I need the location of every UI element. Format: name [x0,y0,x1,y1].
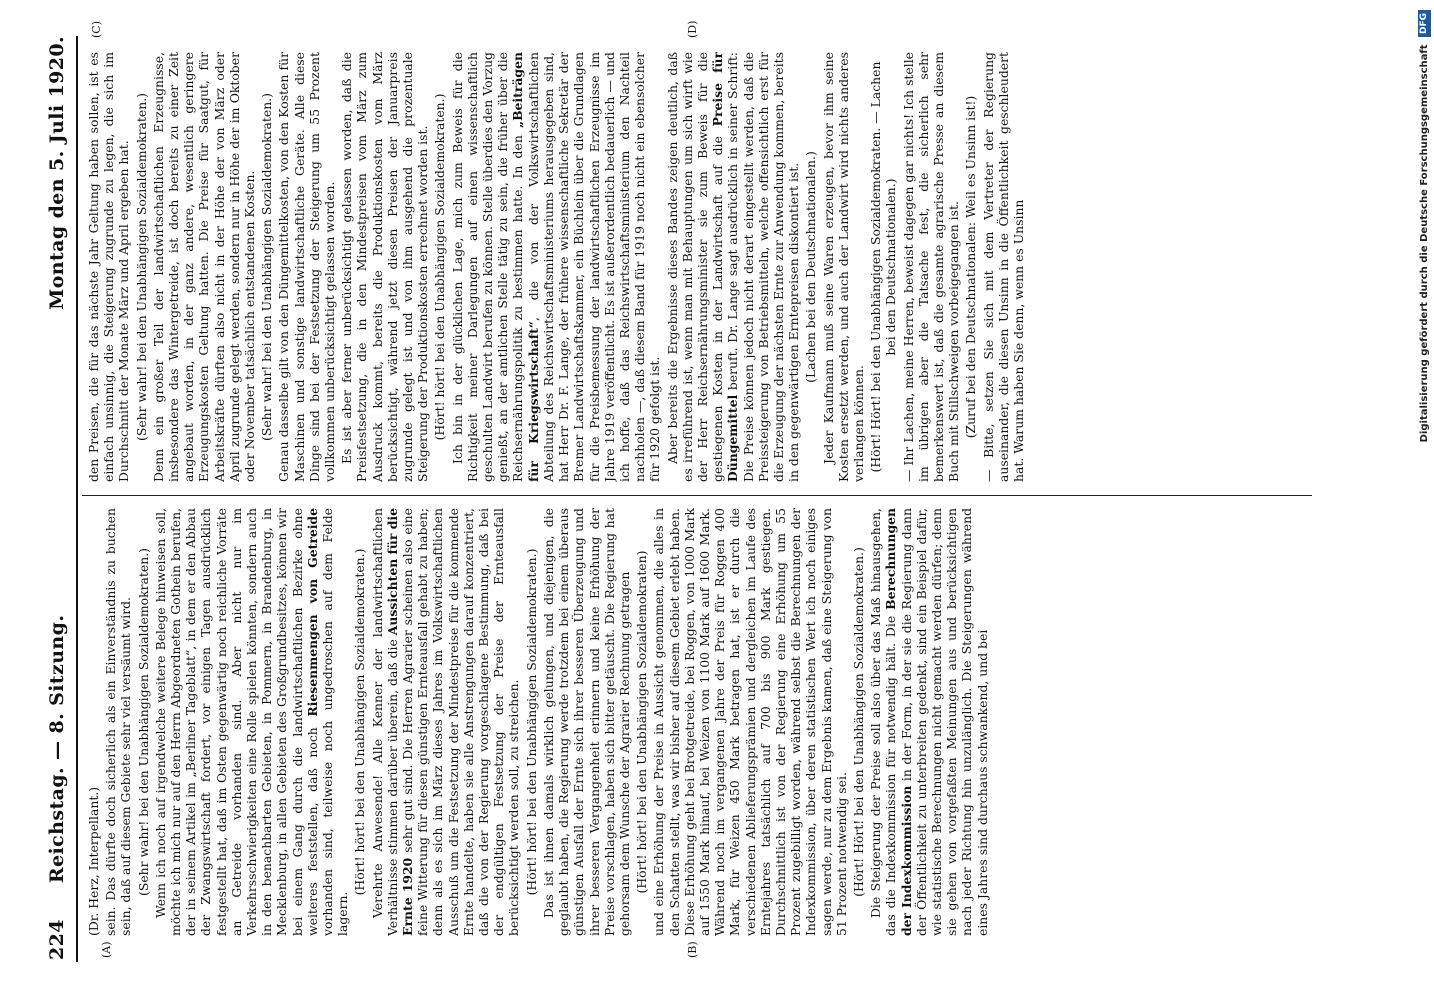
paragraph: — Ihr Lachen, meine Herren, beweist dagegen gar nichts! Ich stelle im übrigen aber die Tatsache fest, die sicherlich sehr bemerkenswert ist, daß die gesamte agrarische Presse an diesem Buch mit Stillschweigen vorbeigegangen ist. [900,52,962,482]
speaker-note: (Dr. Herz, Interpellant.) [86,786,101,936]
credit-text [1410,0,1434,1000]
interjection: (Sehr wahr! bei den Unabhängigen Sozialdemokraten.) [259,93,275,441]
bold-text: Riesenmengen von Getreide [304,508,320,717]
paragraph: Das ist ihnen damals wirklich gelungen, und diejenigen, die geglaubt haben, die Regierung werde trotzdem bei einem überaus günstigen Ausfall der Ernte sich ihrer besseren Überzeugung und ihrer besseren Vergangenheit erinnern und keine Erhöhung der Preise vorschlagen, haben sich bitter getäuscht. Die Regierung hat gehorsam dem Wunsche der Agrarier Rechnung getragen [540,508,632,936]
interjection: (Hört! hört! bei den Unabhängigen Sozialdemokraten.) [432,93,448,441]
page-number: 224 [46,919,68,960]
text: beruft. Dr. Lange sagt ausdrücklich in seiner Schrift: Die Preise können jedoch nicht derart eingestellt werden, daß die Preissteigerung von Betriebsmitteln, welche offensichtlich erst für die Erzeugung der nächsten Ernte zur Anwendung kommen, bereits in den gegenwärtigen Erntepreisen diskontiert ist. [725,52,802,482]
paragraph [370,508,522,936]
paragraph: Genau dasselbe gilt von den Düngemittelkosten, von den Kosten für Maschinen und sonstige landwirtschaftliche Geräte. Alle diese Dinge sind bei der Festsetzung der Steigerung um 55 Prozent vollkommen unberücksichtigt gelassen worden. [276,52,338,482]
page-header [40,36,74,960]
bold-text: „Beiträgen für Kriegswirtschaft“ [510,52,541,482]
header-rule [76,36,78,962]
text: Wenn ich noch auf irgendwelche weitere Belege hinweisen soll, möchte ich mich nur auf den Herrn Abgeordneten Gothein berufen, der in seinem Artikel im „Berliner Tageblatt“, in dem er den Abbau der Zwangswirtschaft fordert, vor einigen Tagen ausdrücklich festgestellt hat, daß im Osten gegenwärtig noch reichliche Vorräte an Getreide vorhanden sind. Aber nicht nur im Verkehrsschwierigkeiten eine Rolle spielen könnten, sondern auch in den benachbarten Gebieten, in Pommern, in Brandenburg, in Mecklenburg, in allen Gebieten des Großgrundbesitzes, können wir bei einem Gang durch die landwirtschaftlichen Bezirke ohne weiteres feststellen, daß noch [152,508,320,936]
bold-text: Berechnungen der Indexkommission [883,508,914,936]
paragraph [868,508,990,936]
digitization-credit [1404,0,1434,1000]
margin-marker-b: (B) [686,941,699,958]
paragraph: sein. Das dürfte doch sicherlich als ein Einverständnis zu buchen sein, daß auf diesem Gebiete sehr viel versäumt wird. [103,508,134,936]
paragraph: den Preisen, die für das nächste Jahr Geltung haben sollen, ist es einfach unsinnig, die Steigerung zugrunde zu legen, die sich im Durchschnitt der Monate März und April ergeben hat. [86,52,132,482]
bold-text: Preise für Düngemittel [710,52,741,482]
paragraph [665,52,802,482]
text: Verehrte Anwesende! Alle Kenner der landwirtschaftlichen Verhältnisse stimmen darüber überein, daß die [369,508,400,936]
header-right-title: Montag den 5. Juli 1920. [46,36,68,310]
paragraph: und eine Erhöhung der Preise in Aussicht genommen, die alles in den Schatten stellt, was wir bisher auf diesem Gebiet erlebt haben. Diese Erhöhung geht bei Brotgetreide, bei Roggen, von 1000 Mark auf 1550 Mark hinauf, bei Weizen von 1100 Mark auf 1600 Mark. Während noch im vergangenen Jahre der Preis für Roggen 400 Mark, für Weizen 450 Mark betragen hat, ist er durch die verschiedenen Ablieferungsprämien und dergleichen im Laufe des Erntejahres tatsächlich auf 700 bis 900 Mark gestiegen. Durchschnittlich ist von der Regierung eine Erhöhung um 55 Prozent zugebilligt worden, während selbst die Berechnungen der Indexkommission, über deren statistischen Wert ich noch einiges sagen werde, nur zu dem Ergebnis kamen, daß eine Steigerung von 51 Prozent notwendig sei. [651,508,849,936]
interjection: (Zuruf bei den Deutschnationalen: Weil es Unsinn ist!) [963,95,979,439]
bold-text: Aussichten für die Ernte 1920 [384,508,416,936]
text: vorhanden sind, teilweise noch ungedroschen auf dem Felde lagern. [320,508,351,936]
margin-marker-d: (D) [686,20,699,38]
paragraph: — Bitte, setzen Sie sich mit dem Vertreter der Regierung auseinander, die diesen Unsinn in die Öffentlichkeit geschleudert hat. Warum haben Sie denn, wenn es Unsinn [980,52,1026,482]
paragraph: Jeder Kaufmann muß seine Waren erzeugen, bevor ihm seine Kosten ersetzt werden, und auch der Landwirt wird nichts anderes verlangen können. [820,52,866,482]
text: Ich bin in der glücklichen Lage, mich zum Beweis für die Richtigkeit meiner Darlegungen auf einen wissenschaftlich geschulten Landwirt berufen zu können. Stelle überdies den Vorzug genießt, an der amtlichen Stelle tätig zu sein, die früher über die Reichsernährungspolitik zu bestimmen hatte. In den [449,52,526,482]
paragraph [450,52,663,482]
paragraph: Es ist aber ferner unberücksichtigt gelassen worden, daß die Preisfestsetzung, die in den Mindestpreisen vom März zum Ausdruck kommt, bereits die Produktionskosten vom März berücksichtigt, während jetzt diesen Preisen der Januarpreis zugrunde gelegt ist und von ihm ausgehend die prozentuale Steigerung der Produktionskosten errechnet worden ist. [339,52,431,482]
interjection: (Hört! hört! bei den Unabhängigen Sozialdemokraten.) [352,548,368,896]
credit-label: Digitalisierung gefördert durch die Deutsche Forschungsgemeinschaft [1419,44,1430,443]
paragraph [153,508,351,936]
header-left-title: Reichstag. — 8. Sitzung. [46,614,68,884]
interjection: (Hört! hört! bei den Unabhängigen Sozialdemokraten.) [523,548,539,896]
text: Aber bereits die Ergebnisse dieses Bandes zeigen deutlich, daß es irreführend ist, wenn man mit Behauptungen um sich wirft wie der Herr Reichsernährungsminister sie zum Beweis für die gestiegenen Kosten in der Landwirtschaft auf die [664,52,726,482]
text: Die Steigerung der Preise soll also über das Maß hinausgehen, das die Indexkommission für notwendig hält. Die [868,508,899,936]
interjection: (Hört! Hört! bei den Unabhängigen Sozialdemokraten. — Lachen bei den Deutschnationalen.) [868,61,899,473]
margin-marker-c: (C) [90,21,103,38]
interjection: (Sehr wahr! bei den Unabhängigen Sozialdemokraten.) [135,548,151,896]
header-left [46,615,68,960]
left-column [86,508,1320,936]
text: , die von der Volkswirtschaftlichen Abteilung des Reichswirtschaftsministeriums herausgegeben sind, hat Herr Dr. F. Lange, der frühere wissenschaftliche Sekretär der Bremer Landwirtschaftskammer, ein Büchlein über die Grundlagen für die Preisbemessung der landwirtschaftlichen Erzeugnisse im Jahre 1919 veröffentlicht. Es ist außerordentlich bedauerlich — und ich hoffe, daß das Reichswirtschaftsministerium den Nachteil nachholen —, daß diesem Band für 1919 noch nicht ein ebensolcher für 1920 gefolgt ist. [525,52,663,482]
interjection: (Hört! hört! bei den Unabhängigen Sozialdemokraten) [634,550,650,894]
dfg-logo: DFG [1418,10,1431,37]
text: in der Form, in der sie die Regierung dann der Öffentlichkeit zu unterbreiten gedenkt, sind ein Beispiel dafür, wie statistische Berechnungen nicht gemacht werden dürfen; denn sie gehen von vorgefaßten Meinungen aus und berücksichtigen nach jeder Richtung hin unzulänglich. Die Steigerungen während eines Jahres sind durchaus schwankend, und bei [898,508,990,936]
interjection: (Sehr wahr! bei den Unabhängigen Sozialdemokraten.) [133,93,149,441]
paragraph: Denn ein großer Teil der landwirtschaftlichen Erzeugnisse, insbesondere das Wintergetreide, ist doch bereits zu einer Zeit angebaut worden, in der ganz andere, wesentlich geringere Erzeugungskosten Geltung hatten. Die Preise für Saatgut, für Arbeitskräfte dürften also nicht in der Höhe der von März oder April zugrunde gelegt werden, sondern nur in Höhe der im Oktober oder November tatsächlich entstandenen Kosten. [150,52,258,482]
interjection: (Lachen bei den Deutschnationalen.) [803,151,819,383]
column-divider [82,495,1312,496]
margin-marker-a: (A) [100,941,113,958]
right-column [86,52,1320,482]
interjection: (Hört! Hört! bei den Unabhängigen Sozialdemokraten.) [850,547,866,897]
text: sehr gut sind. Die Herren Agrarier scheinen also eine feine Witterung für diesen günstigen Ernteausfall gehabt zu haben; denn als es sich im März dieses Jahres im Volkswirtschaftlichen Ausschuß um die Festsetzung der Mindestpreise für die kommende Ernte handelte, haben sie alle Anstrengungen darauf konzentriert, daß die von der Regierung vorgeschlagene Bestimmung, daß bei der endgültigen Festsetzung der Preise der Ernteausfall berücksichtigt werden soll, zu streichen. [400,508,522,936]
